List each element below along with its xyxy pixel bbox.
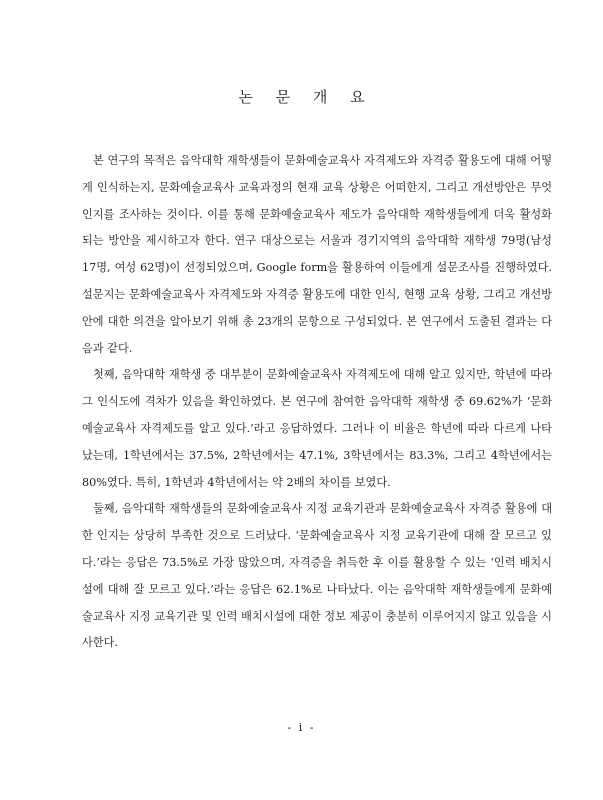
paragraph-second-finding: 둘째, 음악대학 재학생들의 문화예술교육사 지정 교육기관과 문화예술교육사 자격증 활용에 대한 인지는 상당히 부족한 것으로 드러났다. ‘문화예술교육사 지정 교육기관에 대해 잘 모르고 있다.’라는 응답은 73.5%로 가장 많았으며, 자격증을 취득한 후 이를 활용할 수 있는 ‘인력 배치시설에 대해 잘 모르고 있다.’라는 응답은 62.1%로 나타났다. 이는 음악대학 재학생들에게 문화예술교육사 지정 교육기관 및 인력 배치시설에 대한 정보 제공이 충분히 이루어지지 않고 있음을 시사한다. [82,502,552,650]
paragraph-intro: 본 연구의 목적은 음악대학 재학생들이 문화예술교육사 자격제도와 자격증 활용도에 대해 어떻게 인식하는지, 문화예술교육사 교육과정의 현재 교육 상황은 어떠한지, 그리고 개선방안은 무엇인지를 조사하는 것이다. 이를 통해 문화예술교육사 제도가 음악대학 재학생들에게 더욱 활성화되는 방안을 제시하고자 한다. 연구 대상으로는 서울과 경기지역의 음악대학 재학생 79명(남성 17명, 여성 62명)이 선정되었으며, Google form을 활용하여 이들에게 설문조사를 진행하였다. 설문지는 문화예술교육사 자격제도와 자격증 활용도에 대한 인식, 현행 교육 상황, 그리고 개선방안에 대한 의견을 알아보기 위해 총 23개의 문항으로 구성되었다. 본 연구에서 도출된 결과는 다음과 같다. [82,154,552,355]
paragraph-first-finding: 첫째, 음악대학 재학생 중 대부분이 문화예술교육사 자격제도에 대해 알고 있지만, 학년에 따라 그 인식도에 격차가 있음을 확인하였다. 본 연구에 참여한 음악대학 재학생 중 69.62%가 ‘문화예술교육사 자격제도를 알고 있다.’라고 응답하였다. 그러나 이 비율은 학년에 따라 다르게 나타났는데, 1학년에서는 37.5%, 2학년에서는 47.1%, 3학년에서는 83.3%, 그리고 4학년에서는 80%였다. 특히, 1학년과 4학년에서는 약 2배의 차이를 보였다. [82,368,552,489]
page-number: - i - [287,721,316,734]
abstract-body [82,148,552,657]
page-title: 논 문 개 요 [238,88,374,106]
